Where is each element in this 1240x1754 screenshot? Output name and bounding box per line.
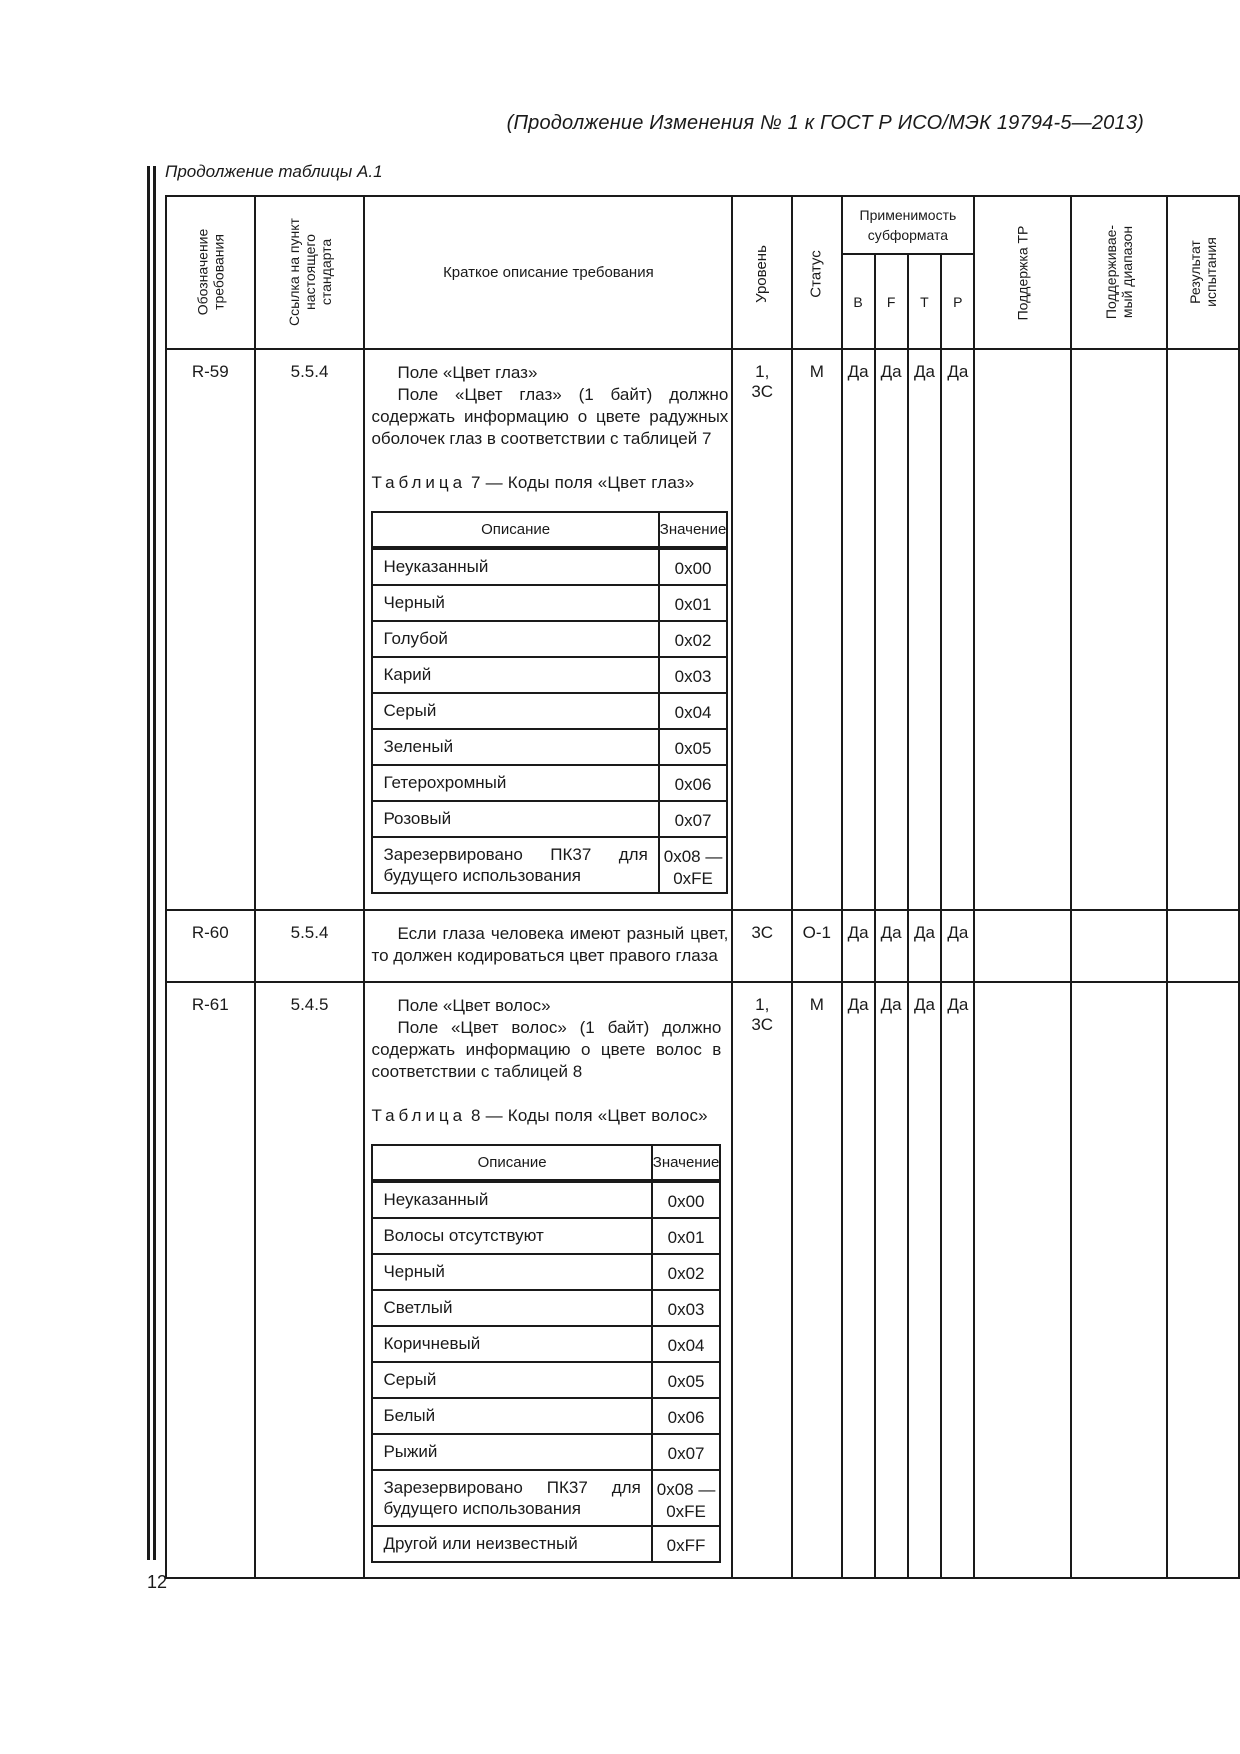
req-status: М (792, 349, 841, 910)
nested-header-value: Значение (653, 1146, 720, 1183)
code-desc: Зарезервировано ПК37 для будущего использования (373, 1471, 652, 1527)
code-row (373, 1219, 719, 1255)
nested-header-desc: Описание (373, 1146, 652, 1183)
code-row (373, 1255, 719, 1291)
req-description (364, 982, 732, 1578)
col-header-f: F (875, 254, 908, 349)
req-text: Поле «Цвет глаз» (1 байт) должно содержать информацию о цвете радужных оболочек глаз в соответствии с таблицей 7 (371, 385, 729, 448)
req-ref: 5.5.4 (255, 349, 365, 910)
req-id: R-60 (166, 910, 255, 982)
col-header-tp: Поддержка ТР (974, 196, 1071, 349)
req-p: Да (941, 982, 974, 1578)
req-p: Да (941, 349, 974, 910)
col-header-p: P (941, 254, 974, 349)
code-row (373, 766, 726, 802)
req-t: Да (908, 349, 942, 910)
req-text: Если глаза человека имеют разный цвет, то должен кодироваться цвет правого глаза (371, 924, 729, 965)
req-b: Да (842, 349, 875, 910)
req-result (1167, 910, 1239, 982)
code-value: 0x02 (653, 1255, 720, 1291)
req-status: О-1 (792, 910, 841, 982)
code-desc: Серый (373, 694, 659, 730)
code-row (373, 622, 726, 658)
req-description (364, 349, 732, 910)
code-row (373, 838, 726, 892)
margin-bar (147, 166, 150, 1560)
code-row (373, 1327, 719, 1363)
req-f: Да (875, 349, 908, 910)
code-value: 0x07 (660, 802, 727, 838)
code-desc: Голубой (373, 622, 659, 658)
req-tp (974, 982, 1071, 1578)
code-row (373, 1471, 719, 1527)
code-desc: Белый (373, 1399, 652, 1435)
code-value: 0x01 (660, 586, 727, 622)
code-value: 0x00 (653, 1183, 720, 1219)
col-header-desc: Краткое описание требования (364, 196, 732, 349)
col-header-ref: Ссылка на пункт настоящего стандарта (255, 196, 365, 349)
req-b: Да (842, 910, 875, 982)
code-value: 0x06 (660, 766, 727, 802)
req-id: R-61 (166, 982, 255, 1578)
req-t: Да (908, 910, 942, 982)
nested-header-desc: Описание (373, 513, 659, 550)
code-value: 0x04 (653, 1327, 720, 1363)
code-desc: Светлый (373, 1291, 652, 1327)
code-value: 0x03 (660, 658, 727, 694)
code-desc: Неуказанный (373, 550, 659, 586)
code-value: 0x07 (653, 1435, 720, 1471)
nested-table-caption: Таблица 7 — Коды поля «Цвет глаз» (371, 473, 695, 492)
req-status: М (792, 982, 841, 1578)
code-desc: Карий (373, 658, 659, 694)
code-desc: Черный (373, 1255, 652, 1291)
req-level: 1, 3С (732, 349, 792, 910)
req-level: 3С (732, 910, 792, 982)
nested-header-row (373, 513, 726, 550)
code-desc: Розовый (373, 802, 659, 838)
code-desc: Гетерохромный (373, 766, 659, 802)
requirements-table (165, 195, 1240, 1579)
req-t: Да (908, 982, 942, 1578)
page-number: 12 (147, 1572, 168, 1592)
margin-bar (153, 166, 156, 1560)
code-row (373, 730, 726, 766)
code-desc: Зеленый (373, 730, 659, 766)
table-row (166, 910, 1239, 982)
req-id: R-59 (166, 349, 255, 910)
req-level: 1, 3С (732, 982, 792, 1578)
req-tp (974, 349, 1071, 910)
col-header-status: Статус (792, 196, 841, 349)
col-header-id: Обозначение требования (166, 196, 255, 349)
code-row (373, 1435, 719, 1471)
code-value: 0x03 (653, 1291, 720, 1327)
code-value: 0x06 (653, 1399, 720, 1435)
code-row (373, 1291, 719, 1327)
req-range (1071, 982, 1167, 1578)
col-header-b: B (842, 254, 875, 349)
req-f: Да (875, 910, 908, 982)
code-value: 0x08 — 0xFE (653, 1471, 720, 1527)
hair-color-codes-table (371, 1144, 721, 1563)
table-row (166, 349, 1239, 910)
code-desc: Другой или неизвестный (373, 1527, 652, 1561)
code-value: 0x08 — 0xFE (663, 847, 723, 888)
running-header: (Продолжение Изменения № 1 к ГОСТ Р ИСО/МЭК 19794-5—2013) (506, 112, 1144, 134)
code-desc: Рыжий (373, 1435, 652, 1471)
code-desc: Зарезервировано ПК37 для будущего использования (373, 838, 659, 892)
code-row (373, 1527, 719, 1561)
col-header-level: Уровень (732, 196, 792, 349)
req-tp (974, 910, 1071, 982)
code-value: 0x02 (660, 622, 727, 658)
code-value: 0xFF (666, 1536, 706, 1555)
nested-header-row (373, 1146, 719, 1183)
nested-header-value: Значение (660, 513, 727, 550)
code-row (373, 1363, 719, 1399)
code-row (373, 586, 726, 622)
req-description (364, 910, 732, 982)
code-row (373, 802, 726, 838)
code-value: 0x00 (660, 550, 727, 586)
code-row (373, 658, 726, 694)
code-value: 0x05 (653, 1363, 720, 1399)
req-range (1071, 910, 1167, 982)
eye-color-codes-table (371, 511, 728, 894)
req-b: Да (842, 982, 875, 1578)
req-text: Поле «Цвет волос» (1 байт) должно содержать информацию о цвете волос в соответствии с таблицей 8 (371, 1018, 722, 1081)
col-header-result: Результат испытания (1167, 196, 1239, 349)
code-row (373, 694, 726, 730)
col-header-t: T (908, 254, 942, 349)
table-row (166, 982, 1239, 1578)
code-row (373, 1183, 719, 1219)
req-title: Поле «Цвет волос» (397, 996, 551, 1015)
code-value: 0x04 (660, 694, 727, 730)
code-value: 0x05 (660, 730, 727, 766)
req-range (1071, 349, 1167, 910)
req-result (1167, 349, 1239, 910)
code-desc: Черный (373, 586, 659, 622)
req-p: Да (941, 910, 974, 982)
code-desc: Неуказанный (373, 1183, 652, 1219)
req-title: Поле «Цвет глаз» (397, 363, 538, 382)
req-f: Да (875, 982, 908, 1578)
col-header-range: Поддерживае- мый диапазон (1071, 196, 1167, 349)
code-desc: Серый (373, 1363, 652, 1399)
code-desc: Волосы отсутствуют (373, 1219, 652, 1255)
nested-table-caption: Таблица 8 — Коды поля «Цвет волос» (371, 1106, 708, 1125)
code-row (373, 550, 726, 586)
col-header-applicability: Применимость субформата (842, 196, 975, 254)
req-ref: 5.4.5 (255, 982, 365, 1578)
header-row (166, 196, 1239, 254)
code-desc: Коричневый (373, 1327, 652, 1363)
table-caption: Продолжение таблицы А.1 (165, 162, 383, 181)
req-result (1167, 982, 1239, 1578)
req-ref: 5.5.4 (255, 910, 365, 982)
code-value: 0x01 (653, 1219, 720, 1255)
code-row (373, 1399, 719, 1435)
